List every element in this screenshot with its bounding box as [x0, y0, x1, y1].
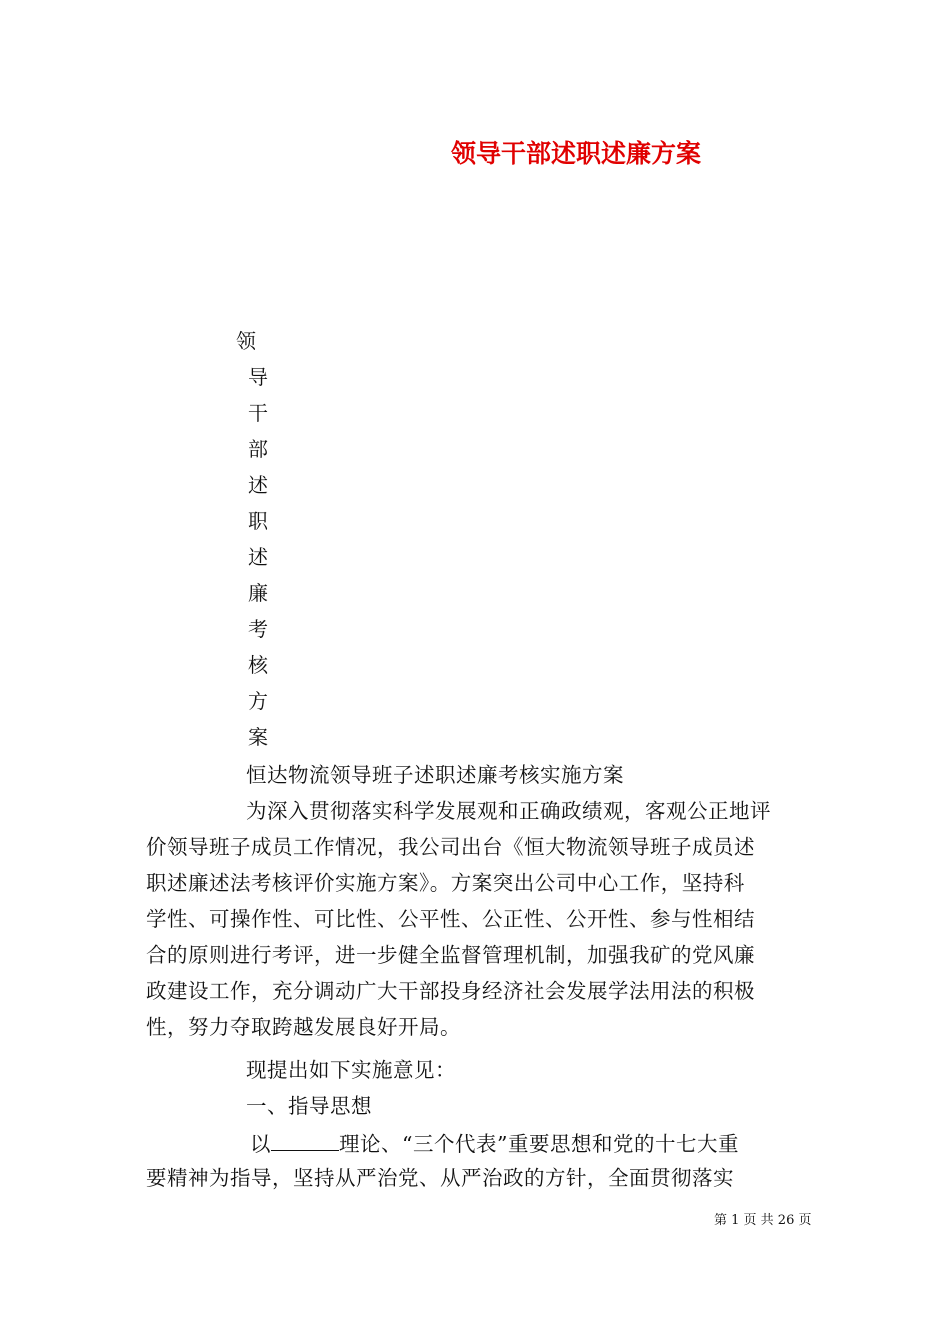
vertical-char: 部: [248, 437, 268, 461]
paragraph-line: 政建设工作，充分调动广大干部投身经济社会发展学法用法的积极: [146, 979, 755, 1003]
paragraph-line: 职述廉述法考核评价实施方案》。方案突出公司中心工作，坚持科: [146, 871, 745, 895]
vertical-char: 领: [236, 329, 256, 353]
paragraph-text: 理论、“三个代表”重要思想和党的十七大重: [339, 1132, 739, 1156]
vertical-char: 述: [248, 545, 268, 569]
vertical-char: 核: [248, 653, 268, 677]
paragraph-line: 价领导班子成员工作情况，我公司出台《恒大物流领导班子成员述: [146, 835, 755, 859]
subtitle: 恒达物流领导班子述职述廉考核实施方案: [246, 763, 624, 787]
paragraph-line: 合的原则进行考评，进一步健全监督管理机制，加强我矿的党风廉: [146, 943, 755, 967]
paragraph-line: [250, 1130, 739, 1156]
vertical-char: 廉: [248, 581, 268, 605]
paragraph-line: 学性、可操作性、可比性、公平性、公正性、公开性、参与性相结: [146, 907, 755, 931]
paragraph-text: 以: [250, 1132, 271, 1156]
paragraph-line: 现提出如下实施意见：: [246, 1058, 456, 1082]
section-heading: 一、指导思想: [246, 1094, 372, 1118]
vertical-char: 案: [248, 725, 268, 749]
vertical-char: 述: [248, 473, 268, 497]
paragraph-line: 性，努力夺取跨越发展良好开局。: [146, 1015, 461, 1039]
page-footer: 第 1 页 共 26 页: [714, 1213, 812, 1228]
paragraph-line: 要精神为指导，坚持从严治党、从严治政的方针，全面贯彻落实: [146, 1166, 734, 1190]
document-title: 领导干部述职述廉方案: [451, 139, 702, 168]
vertical-char: 导: [248, 365, 268, 389]
vertical-char: 干: [248, 401, 268, 425]
paragraph-line: 为深入贯彻落实科学发展观和正确政绩观，客观公正地评: [246, 799, 771, 823]
fill-blank: [271, 1130, 339, 1151]
vertical-char: 考: [248, 617, 268, 641]
vertical-char: 方: [248, 689, 268, 713]
vertical-char: 职: [248, 509, 268, 533]
